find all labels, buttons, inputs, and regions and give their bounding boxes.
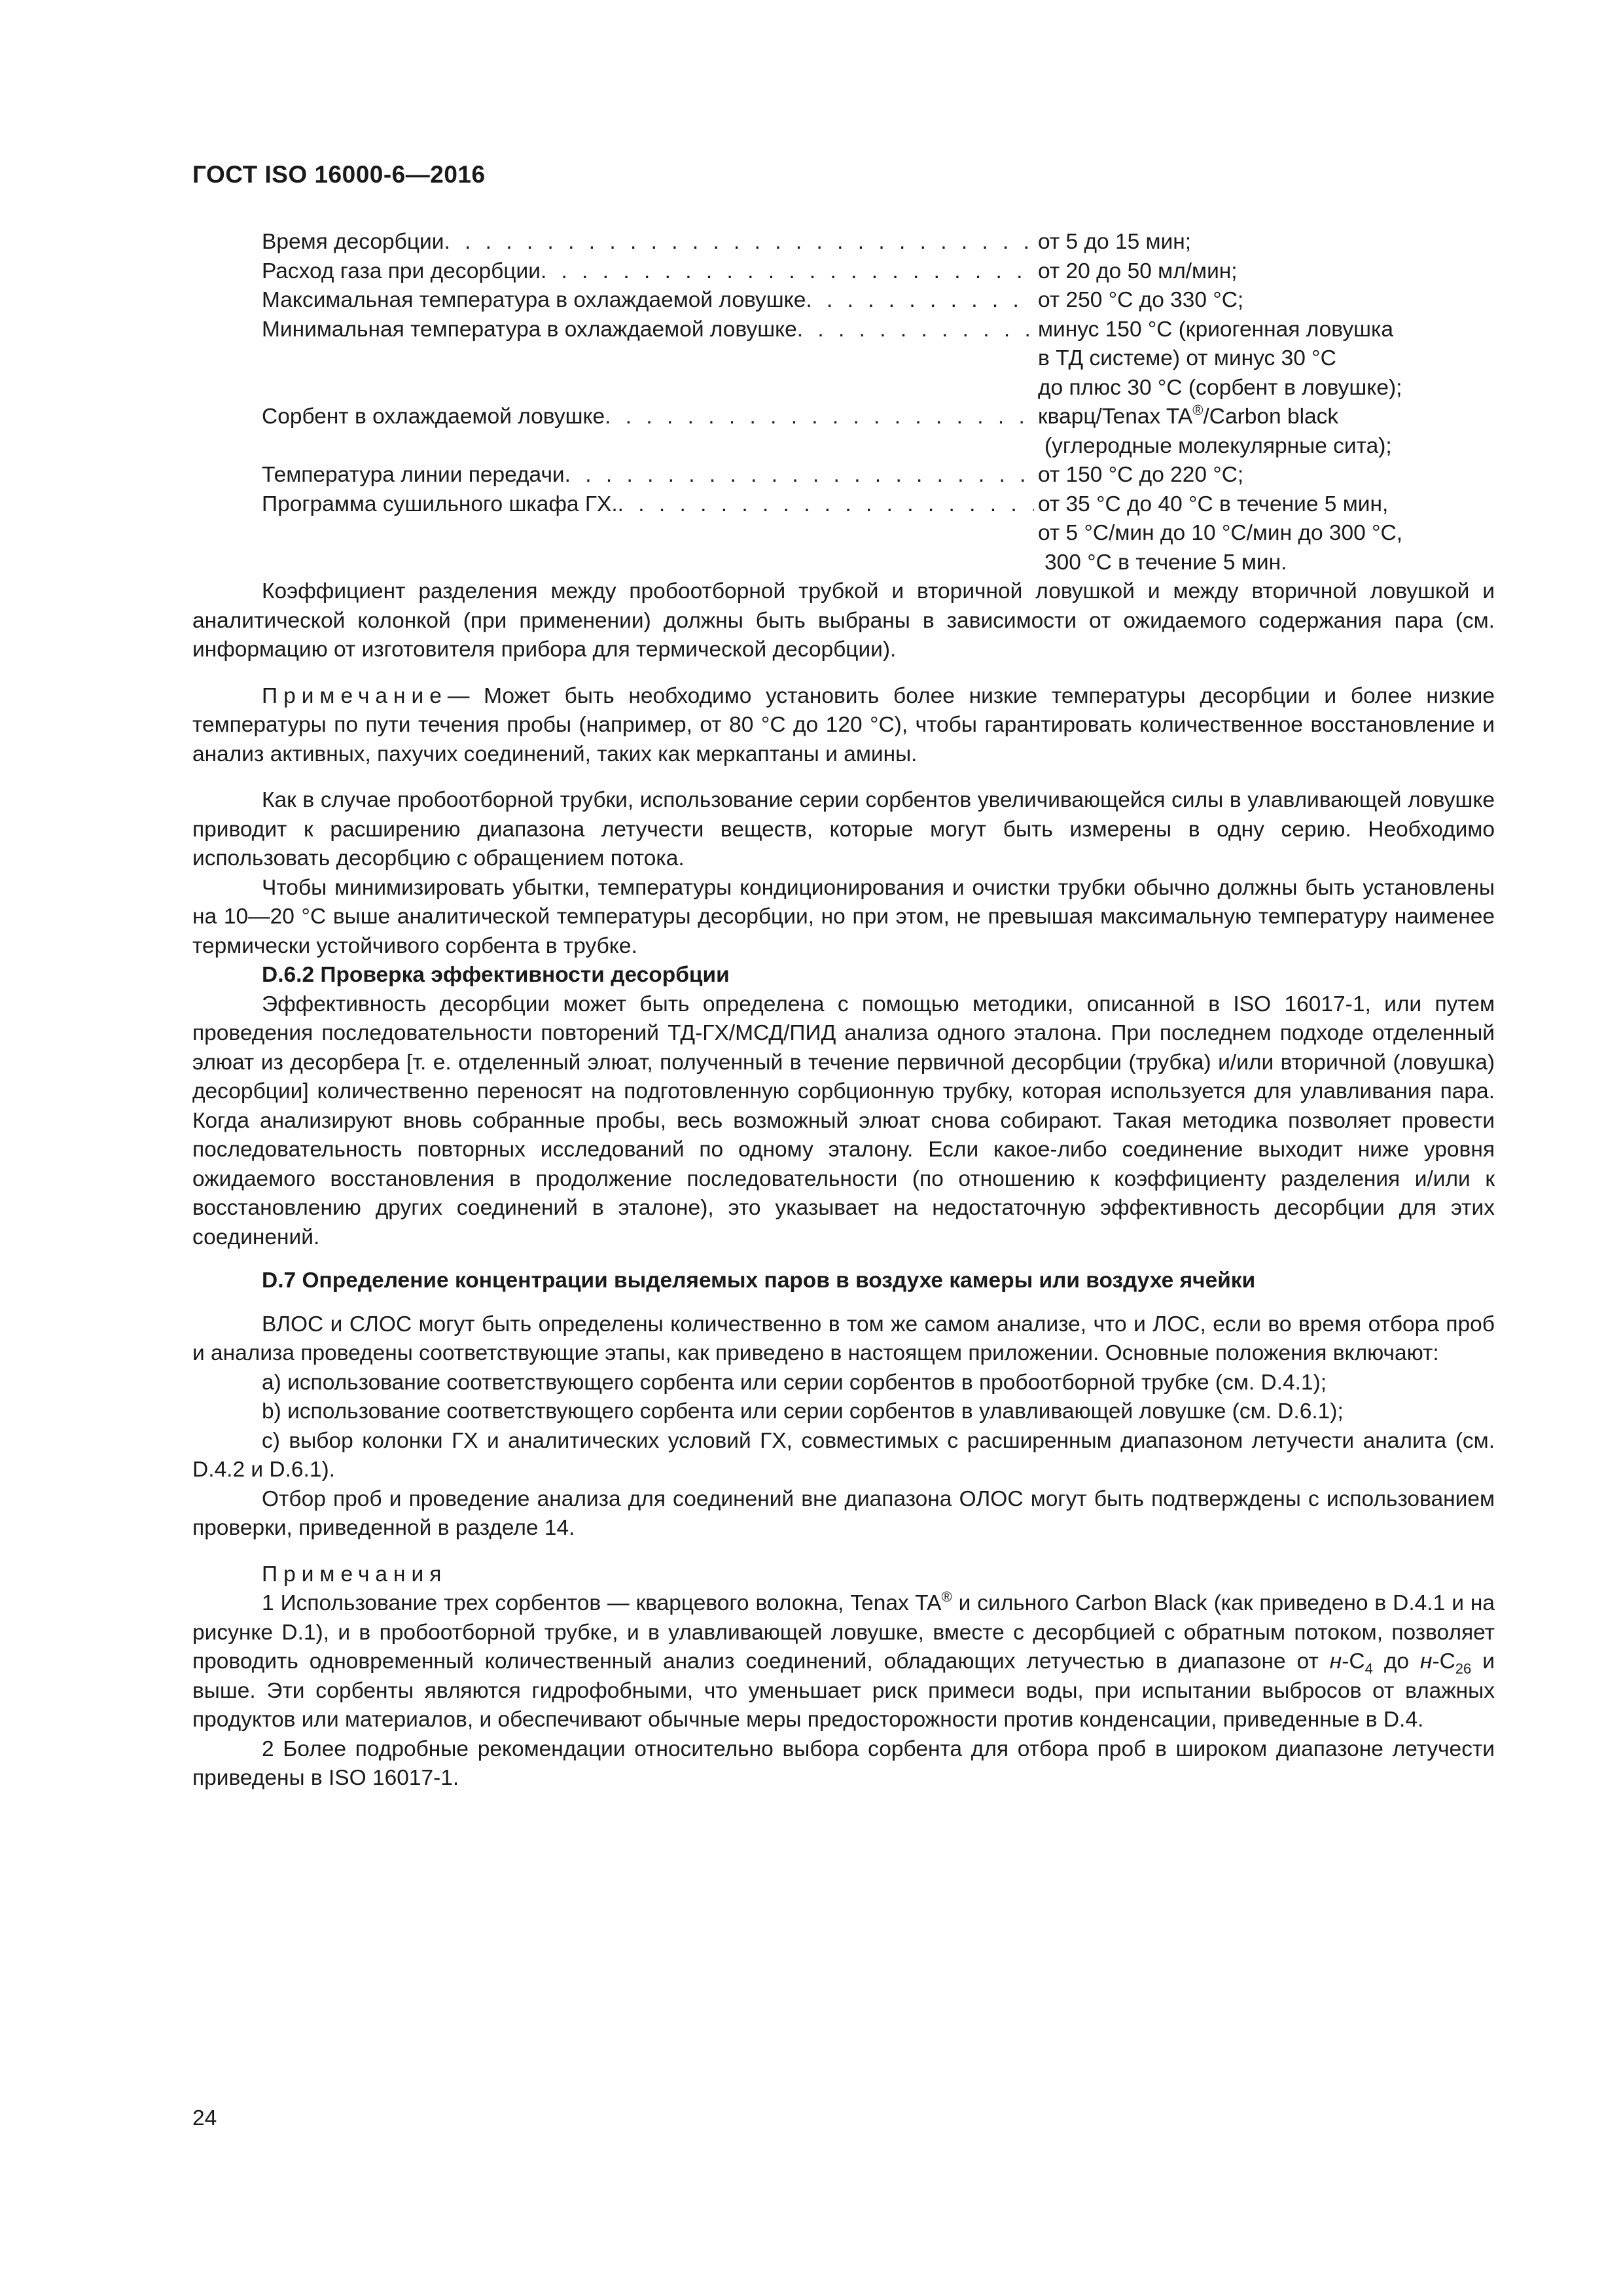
- desorption-parameters: [262, 228, 1495, 577]
- note-text: — Может быть необходимо установить более низкие температуры десорбции и более низкие температуры по пути течения пробы (например, от 80 °С до 120 °С), чтобы гарантировать количественное восстановление и анализ активных, пахучих соединений, таких как меркаптаны и амины.: [192, 683, 1495, 766]
- page-number: 24: [192, 2106, 217, 2130]
- param-name: Температура линии передачи: [262, 463, 565, 487]
- section-heading: D.6.2 Проверка эффективности десорбции: [262, 963, 730, 987]
- param-row: [262, 228, 1495, 257]
- param-value: от 250 °С до 330 °С;: [1038, 288, 1244, 312]
- paragraph: Как в случае пробоотборной трубки, использование серии сорбентов увеличивающейся силы в улавливающей ловушке приводит к расширению диапазона летучести веществ, которые могут быть измерены в одну серию. Необходимо использовать десорбцию с обращением потока.: [192, 788, 1495, 870]
- param-value: от 20 до 50 мл/мин;: [1038, 259, 1238, 283]
- param-value: 300 °С в течение 5 мин.: [1044, 550, 1287, 575]
- param-name: Время десорбции: [262, 230, 444, 254]
- param-row: [262, 257, 1495, 287]
- param-value: от 5 до 15 мин;: [1038, 230, 1192, 254]
- param-value: до плюс 30 °С (сорбент в ловушке);: [1038, 375, 1402, 400]
- param-name: Программа сушильного шкафа ГХ.: [262, 492, 618, 516]
- param-value: минус 150 °С (криогенная ловушка: [1038, 317, 1394, 342]
- note-label: Примечание: [262, 683, 448, 708]
- param-value: (углеродные молекулярные сита);: [1044, 433, 1392, 458]
- param-value: от 35 °С до 40 °С в течение 5 мин,: [1038, 492, 1389, 516]
- param-name: Расход газа при десорбции: [262, 259, 541, 283]
- note-item: 1 Использование трех сорбентов — кварцевого волокна, Tenax TA® и сильного Carbon Black (как приведено в D.4.1 и на рисунке D.1), и в пробоотборной трубке, и в улавливающей ловушке, вместе с десорбцией с обратным потоком, позволяет проводить одновременный количественный анализ соединений, обладающих летучестью в диапазоне от $н-С_4$ до $н-С_{26}$ и выше. Эти сорбенты являются гидрофобными, что уменьшает риск примеси воды, при испытании выбросов от влажных продуктов или материалов, и обеспечивают обычные меры предосторожности против конденсации, приведенные в D.4.: [192, 1588, 1495, 1732]
- param-row: [262, 461, 1495, 490]
- param-value: в ТД системе) от минус 30 °С: [1038, 346, 1336, 370]
- param-name: Минимальная температура в охлаждаемой ловушке: [262, 317, 797, 342]
- document-header: ГОСТ ISO 16000-6—2016: [192, 161, 486, 188]
- list-item: c) выбор колонки ГХ и аналитических условий ГХ, совместимых с расширенным диапазоном летучести аналита (см. D.4.2 и D.6.1).: [192, 1428, 1495, 1482]
- paragraph: ВЛОС и СЛОС могут быть определены количественно в том же самом анализе, что и ЛОС, если во время отбора проб и анализа проведены соответствующие этапы, как приведено в настоящем приложении. Основные положения включают:: [192, 1312, 1495, 1365]
- note-item: 2 Более подробные рекомендации относительно выбора сорбента для отбора проб в широком диапазоне летучести приведены в ISO 16017-1.: [192, 1736, 1495, 1790]
- param-name: Максимальная температура в охлаждаемой ловушке: [262, 288, 806, 312]
- note: [192, 682, 1495, 770]
- page-content: [192, 228, 1495, 1793]
- param-value: от 5 °С/мин до 10 °С/мин до 300 °С,: [1038, 521, 1403, 545]
- param-row: [262, 403, 1495, 461]
- param-row: [262, 490, 1495, 578]
- notes-label: Примечания: [262, 1562, 448, 1587]
- list-item: b) использование соответствующего сорбента или серии сорбентов в улавливающей ловушке (см. D.6.1);: [262, 1399, 1344, 1424]
- paragraph: Эффективность десорбции может быть определена с помощью методики, описанной в ISO 16017-1, или путем проведения последовательности повторений ТД-ГХ/МСД/ПИД анализа одного эталона. При последнем подходе отделенный элюат из десорбера [т. е. отделенный элюат, полученный в течение первичной десорбции (трубка) и/или вторичной (ловушка) десорбции] количественно переносят на подготовленную сорбционную трубку, которая используется для улавливания пара. Когда анализируют вновь собранные пробы, весь возможный элюат снова собирают. Такая методика позволяет провести последовательность повторных исследований по одному эталону. Если какое-либо соединение выходит ниже уровня ожидаемого восстановления в продолжение последовательности (по отношению к коэффициенту разделения и/или к восстановлению других соединений в эталоне), это указывает на недостаточную эффективность десорбции для этих соединений.: [192, 992, 1495, 1249]
- paragraph: Коэффициент разделения между пробоотборной трубкой и вторичной ловушкой и между вторичной ловушкой и аналитической колонкой (при применении) должны быть выбраны в зависимости от ожидаемого содержания пара (см. информацию от изготовителя прибора для термической десорбции).: [192, 579, 1495, 662]
- param-name: Сорбент в охлаждаемой ловушке: [262, 404, 605, 429]
- paragraph: Чтобы минимизировать убытки, температуры кондиционирования и очистки трубки обычно должны быть установлены на 10—20 °С выше аналитической температуры десорбции, но при этом, не превышая максимальную температуру наименее термически устойчивого сорбента в трубке.: [192, 875, 1495, 958]
- param-value: от 150 °С до 220 °С;: [1038, 463, 1244, 487]
- paragraph: Отбор проб и проведение анализа для соединений вне диапазона ОЛОС могут быть подтверждены с использованием проверки, приведенной в разделе 14.: [192, 1486, 1495, 1540]
- list-item: a) использование соответствующего сорбента или серии сорбентов в пробоотборной трубке (см. D.4.1);: [262, 1370, 1327, 1395]
- param-value: кварц/Tenax TA®/Carbon black: [1038, 402, 1339, 429]
- section-heading: D.7 Определение концентрации выделяемых паров в воздухе камеры или воздухе ячейки: [262, 1268, 1256, 1293]
- param-row: [262, 286, 1495, 315]
- param-row: [262, 315, 1495, 403]
